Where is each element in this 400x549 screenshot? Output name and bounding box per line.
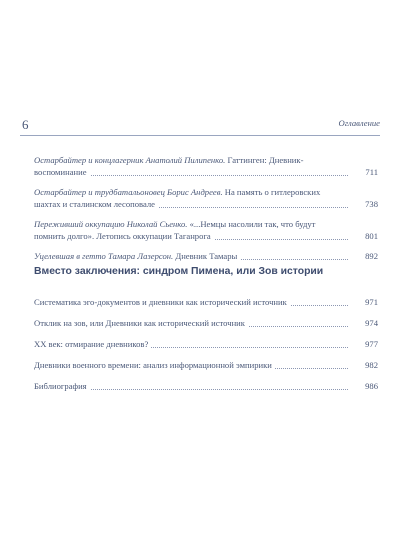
entry-author: Переживший оккупацию Николай Сьенко. bbox=[34, 219, 188, 229]
toc-entry-line2 bbox=[34, 166, 378, 178]
toc-item bbox=[34, 359, 378, 371]
item-label: Отклик на зов, или Дневники как исторический источник bbox=[34, 318, 248, 328]
entry-author: Уцелевшая в гетто Тамара Лазерсон. bbox=[34, 251, 174, 261]
toc-entry bbox=[34, 154, 378, 166]
item-label: Библиография bbox=[34, 381, 90, 391]
toc-item bbox=[34, 338, 378, 350]
toc-entry-line2 bbox=[34, 230, 378, 242]
toc-entry bbox=[34, 250, 378, 262]
entry-title-line2: помнить долго». Летопись оккупации Таганрога bbox=[34, 231, 214, 241]
entry-author: Остарбайтер и трудбатальоновец Борис Андреев. bbox=[34, 187, 223, 197]
entry-page: 892 bbox=[362, 250, 378, 262]
entry-title-line1: «...Немцы насолили так, что будут bbox=[187, 219, 316, 229]
page-number: 6 bbox=[22, 117, 29, 132]
entry-page: 801 bbox=[362, 230, 378, 242]
entry-page: 711 bbox=[362, 166, 378, 178]
entry-title-line2: воспоминание bbox=[34, 167, 90, 177]
toc-entry-line2 bbox=[34, 198, 378, 210]
toc-entry bbox=[34, 186, 378, 198]
chapter-title: Вместо заключения: синдром Пимена, или Зов истории bbox=[34, 266, 324, 277]
item-page: 986 bbox=[362, 380, 378, 392]
item-label: Систематика эго-документов и дневники как исторический источник bbox=[34, 297, 290, 307]
toc-item bbox=[34, 380, 378, 392]
toc-entry bbox=[34, 218, 378, 230]
entry-author: Остарбайтер и концлагерник Анатолий Пилипенко. bbox=[34, 155, 226, 165]
item-page: 974 bbox=[362, 317, 378, 329]
header-rule bbox=[20, 135, 380, 136]
item-page: 977 bbox=[362, 338, 378, 350]
toc-item bbox=[34, 296, 378, 308]
entry-page: 738 bbox=[362, 198, 378, 210]
section-name: Оглавление bbox=[338, 118, 380, 128]
entry-title-line2: шахтах и сталинском лесоповале bbox=[34, 199, 158, 209]
item-label: Дневники военного времени: анализ информационной эмпирики bbox=[34, 360, 275, 370]
item-page: 982 bbox=[362, 359, 378, 371]
entry-title-line1: На память о гитлеровских bbox=[222, 187, 321, 197]
entry-title-line1: Дневник Тамары bbox=[173, 251, 238, 261]
toc-item bbox=[34, 317, 378, 329]
running-head bbox=[22, 117, 380, 133]
item-label: XX век: отмирание дневников? bbox=[34, 339, 151, 349]
item-page: 971 bbox=[362, 296, 378, 308]
entry-title-line1: Гаттинген: Дневник- bbox=[225, 155, 304, 165]
